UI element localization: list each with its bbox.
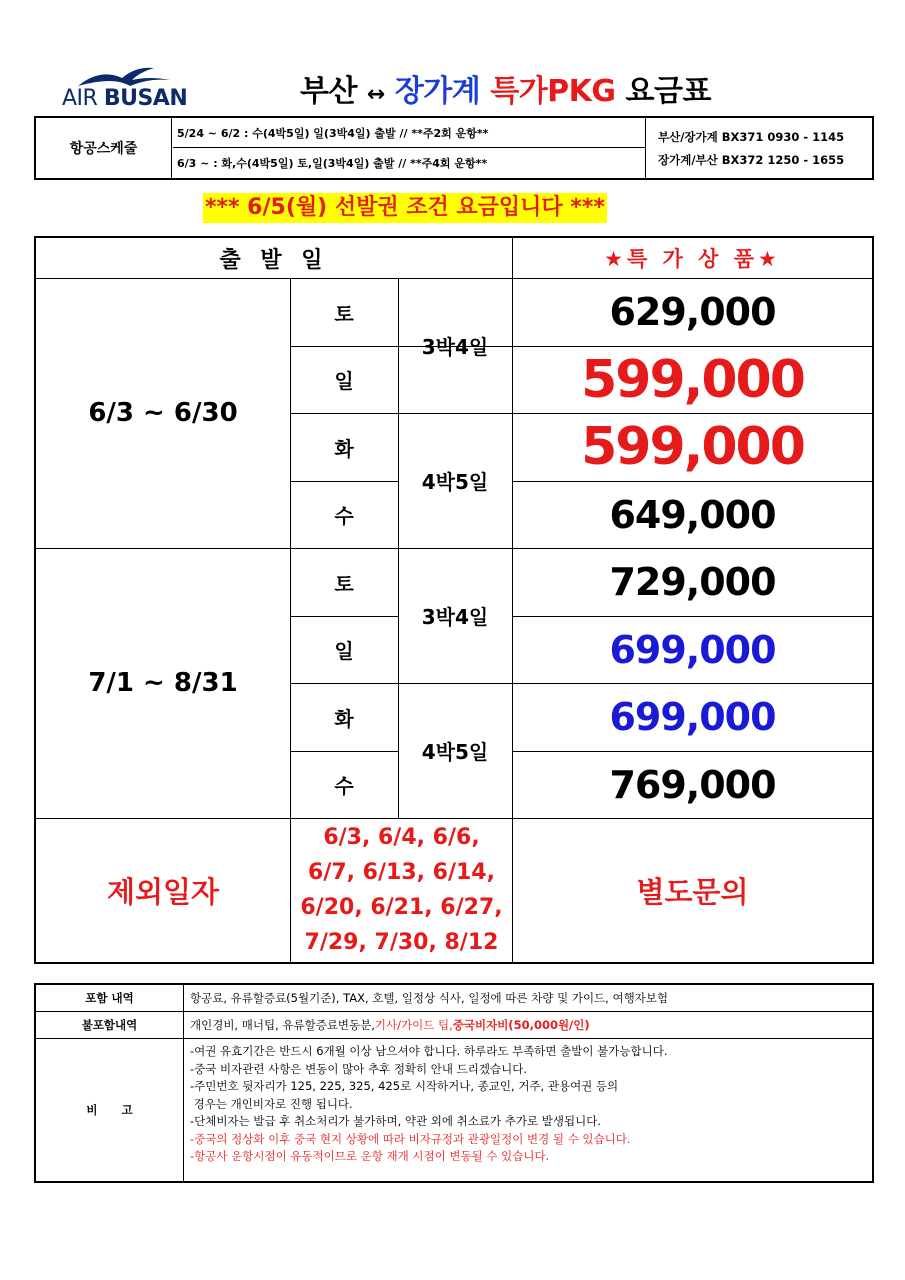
remark-line: -중국의 정상화 이후 중국 현지 상황에 따라 비자규정과 관광일정이 변경 될 수 있습니다. [190, 1131, 631, 1146]
air-busan-logo [62, 64, 188, 112]
excluded-dates-line: 6/3, 6/4, 6/6, [323, 825, 480, 850]
price-cell: 599,000 [581, 417, 804, 477]
nights-cell: 4박5일 [421, 470, 489, 494]
schedule-line-1: 5/24 ~ 6/2 : 수(4박5일) 일(3박4일) 출발 // **주2회 운항** [173, 118, 645, 148]
bidirectional-arrow-icon: ↔ [366, 82, 385, 107]
remark-line: -중국 비자관련 사항은 변동이 많아 추후 정확히 안내 드리겠습니다. [190, 1061, 527, 1076]
nights-cell: 4박5일 [421, 740, 489, 764]
excluded-dates-line: 6/20, 6/21, 6/27, [300, 895, 503, 920]
flight-schedule-box [34, 116, 874, 180]
day-cell: 수 [334, 774, 354, 798]
logo-text: AIR BUSAN [62, 86, 188, 111]
day-cell: 화 [334, 436, 354, 461]
price-cell: 649,000 [609, 492, 776, 537]
not-included-label: 불포함내역 [36, 1012, 183, 1038]
excluded-dates-line: 7/29, 7/30, 8/12 [304, 930, 499, 955]
price-cell: 729,000 [609, 560, 776, 604]
separate-inquiry: 별도문의 [636, 874, 749, 909]
day-cell: 일 [334, 639, 354, 663]
period-range-1: 6/3 ~ 6/30 [88, 398, 238, 428]
flight-outbound: 부산/장가계 BX371 0930 - 1145 [658, 130, 845, 144]
header-departure-date: 출 발 일 [219, 247, 329, 273]
excluded-dates-line: 6/7, 6/13, 6/14, [308, 860, 495, 885]
included-label: 포함 내역 [36, 985, 183, 1011]
day-cell: 일 [334, 369, 354, 393]
included-value: 항공료, 유류할증료(5월기준), TAX, 호텔, 일정상 식사, 일정에 따른 차량 및 가이드, 여행자보험 [190, 991, 669, 1005]
price-cell: 699,000 [609, 695, 776, 739]
remark-line: -항공사 운항시점이 유동적이므로 운항 재개 시점이 변동될 수 있습니다. [190, 1149, 550, 1163]
remarks-list [184, 1039, 872, 1166]
price-cell: 699,000 [609, 627, 776, 672]
price-table [34, 236, 874, 964]
remark-line: -단체비자는 발급 후 취소처리가 불가하며, 약관 외에 취소료가 추가로 발생됩니다. [190, 1114, 601, 1128]
not-included-value: 개인경비, 매너팁, 유류할증료변동분, 기사/가이드 팁, 중국비자비(50,000원/인) [190, 1018, 590, 1032]
price-cell: 769,000 [609, 762, 776, 807]
nights-cell: 3박4일 [421, 605, 489, 629]
price-cell: 599,000 [581, 349, 804, 410]
page-title: 부산 ↔ 장가계 특가PKG 요금표 [300, 74, 711, 109]
day-cell: 토 [334, 571, 354, 596]
remark-line: 경우는 개인비자로 진행 됩니다. [190, 1096, 353, 1111]
info-table [34, 983, 874, 1183]
flight-times [645, 118, 874, 178]
period-range-2: 7/1 ~ 8/31 [88, 668, 238, 698]
flight-return: 장가계/부산 BX372 1250 - 1655 [658, 153, 845, 167]
header-special-product: ★특 가 상 품★ [604, 247, 781, 271]
nights-cell: 3박4일 [421, 335, 489, 359]
excluded-dates-label: 제외일자 [106, 874, 220, 909]
schedule-label: 항공스케줄 [36, 118, 172, 178]
day-cell: 수 [334, 504, 354, 528]
price-cell: 629,000 [609, 290, 776, 334]
day-cell: 화 [334, 706, 354, 731]
excluded-dates-list [291, 818, 512, 962]
day-cell: 토 [334, 301, 354, 326]
remark-line: -주민번호 뒷자리가 125, 225, 325, 425로 시작하거나, 종교인, 거주, 관용여권 등의 [190, 1079, 619, 1093]
schedule-line-2: 6/3 ~ : 화,수(4박5일) 토,일(3박4일) 출발 // **주4회 운항** [177, 157, 488, 170]
notice-banner: *** 6/5(월) 선발권 조건 요금입니다 *** [203, 193, 607, 223]
remarks-label: 비 고 [36, 1039, 183, 1181]
remark-line: -여권 유효기간은 반드시 6개월 이상 남으셔야 합니다. 하루라도 부족하면 출발이 불가능합니다. [190, 1044, 668, 1058]
